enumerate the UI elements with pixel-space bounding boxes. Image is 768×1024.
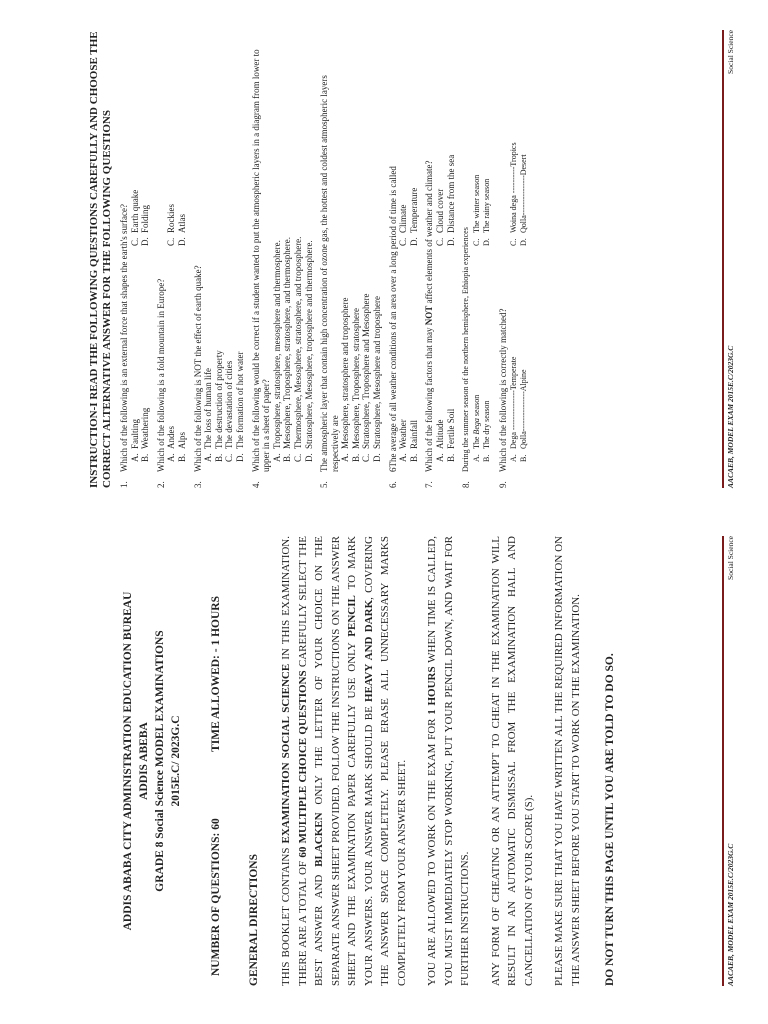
- option-c: C. Thermosphere, Mesosphere, stratosphere, and troposphere.: [292, 236, 303, 462]
- question-stem: Which of the following factors that may NOT affect elements of weather and climate?: [424, 160, 435, 472]
- option-d: D. Qolla---------------Desert: [519, 154, 529, 246]
- option-b: B. The dry season: [482, 400, 492, 462]
- question-stem: The atmospheric layer that contain high concentration of ozone gas, the hottest and coldest atmospheric layers respectively are: [319, 75, 340, 472]
- p1-kw-pencil: PENCIL: [346, 595, 358, 637]
- option-b: B. The destruction of property: [213, 350, 224, 462]
- exam-info-row: [210, 536, 222, 986]
- question-stem: Which of the following would be correct if a student wanted to put the atmospheric layers in a diagram from lower to upper in a sheet of paper?: [250, 49, 272, 472]
- p2-text-c: WHEN TIME IS CALLED, YOU MUST IMMEDIATELY STOP WORKING, PUT YOUR PENCIL DOWN, AND WAIT FOR FURTHER INSTRUCTIONS.: [426, 536, 471, 986]
- footer-subject: Social Science: [726, 30, 735, 74]
- p1-kw-examination: EXAMINATION: [280, 762, 292, 844]
- question-number: 8.: [461, 481, 472, 488]
- p1-kw-heavy-dark: HEAVY AND DARK: [362, 599, 375, 702]
- option-a: A. Faulting: [129, 418, 140, 462]
- cover-page: [0, 512, 768, 1024]
- option-b: B. Rainfall: [408, 420, 419, 462]
- number-of-questions: NUMBER OF QUESTIONS: 60: [210, 818, 222, 976]
- option-b: B. Weathering: [140, 407, 151, 462]
- question-number: 6.: [387, 481, 398, 488]
- option-c: C. Cloud cover: [435, 188, 446, 246]
- question-4: [251, 30, 315, 488]
- direction-paragraph-4: PLEASE MAKE SURE THAT YOU HAVE WRITTEN ALL THE REQUIRED INFORMATION ON THE ANSWER SHEET BEFORE YOU START TO WORK ON THE EXAMINATION.: [553, 536, 582, 986]
- option-a: A. Weather: [398, 419, 409, 462]
- p1-text-a: THIS BOOKLET CONTAINS: [280, 843, 292, 986]
- general-directions-heading: GENERAL DIRECTIONS: [248, 854, 260, 986]
- exam-year: 2015E.C/ 2023G.C: [170, 715, 182, 807]
- p1-text-f: CAREFULLY SELECT THE BEST ANSWER AND: [296, 536, 325, 986]
- direction-paragraph-1: [278, 536, 410, 986]
- footer-subject: Social Science: [726, 536, 735, 580]
- option-a: A. Mesosphere, stratosphere and troposphere: [340, 297, 351, 462]
- question-9: [498, 30, 530, 488]
- option-d: D. Distance from the sea: [445, 154, 456, 246]
- option-c: C. Woina dega ----------Tropics: [508, 142, 518, 246]
- p2-kw-hours: 1 HOURS: [426, 666, 438, 715]
- p1-text-d: IN THIS EXAMINATION. THERE ARE A TOTAL OF: [280, 536, 309, 986]
- cover-header: [120, 536, 184, 986]
- direction-paragraph-3: ANY FORM OF CHEATING OR AN ATTEMPT TO CHEAT IN THE EXAMINATION WILL RESULT IN AN AUTOMATIC DISMISSAL FROM THE EXAMINATION HALL AND CANCELLATION OF YOUR SCORE (S).: [489, 536, 535, 986]
- p2-text-a: YOU ARE ALLOWED TO WORK ON THE EXAM FOR: [426, 714, 438, 986]
- option-a: A. Andes: [166, 426, 177, 462]
- option-b: B. Alps: [176, 431, 187, 462]
- option-c: C. Climate: [398, 204, 409, 246]
- question-number: 9.: [498, 481, 508, 488]
- option-c: C. The devastation of cities: [224, 360, 235, 462]
- p1-text-j: TO MARK YOUR ANSWERS. YOUR ANSWER MARK SHOULD BE: [346, 536, 375, 986]
- option-a: A. Dega ---------------Temperate: [508, 356, 518, 462]
- direction-paragraph-2: [424, 536, 474, 986]
- footer-exam-label: AACAEB, MODEL EXAM 2015E.C/2023G.C: [726, 843, 735, 986]
- option-d: D. Folding: [140, 204, 151, 246]
- option-b: B. Qolla---------------Alpine: [519, 369, 529, 462]
- time-allowed: TIME ALLOWED: - 1 HOURS: [210, 596, 222, 752]
- option-d: D. Stratosphere, Mesosphere and troposphere: [372, 296, 383, 462]
- question-stem: 6The average of all weather conditions of an area over a long period of time is called: [387, 166, 398, 472]
- question-stem: Which of the following is correctly matched?: [498, 308, 508, 472]
- question-5: [319, 30, 383, 488]
- instruction-heading: INSTRUCTION-I READ THE FOLLOWING QUESTIONS CAREFULLY AND CHOOSE THE CORRECT ALTERNATIVE ANSWER FOR THE FOLLOWING QUESTIONS: [88, 31, 113, 488]
- city-name: ADDIS ABEBA: [138, 722, 150, 800]
- question-stem: Which of the following is an external force that shapes the earth's surface?: [119, 203, 129, 472]
- question-3: [193, 30, 246, 488]
- option-b: B. Fertile Soil: [445, 408, 456, 462]
- p1-kw-subject: SOCIAL SCIENCE: [280, 663, 292, 763]
- exam-title: GRADE 8 Social Science MODEL EXAMINATIONS: [154, 630, 166, 892]
- question-stem: During the summer season of the northern hemisphere, Ethiopia experiences: [461, 227, 471, 472]
- question-number: 3.: [192, 481, 203, 488]
- option-d: D. Atlas: [176, 214, 187, 246]
- option-c: C. Stratosphere, Troposphere and Mesosphere: [361, 293, 372, 462]
- p1-kw-blacken: BLACKEN: [313, 812, 325, 867]
- question-number: 7.: [424, 481, 435, 488]
- question-number: 1.: [119, 481, 129, 488]
- option-a: A. The loss of human life: [203, 368, 214, 462]
- p1-text-l: , COVERING THE ANSWER SPACE COMPLETELY. PLEASE ERASE ALL UNNECESSARY MARKS COMPLETELY FROM YOUR ANSWER SHEET.: [362, 536, 408, 986]
- question-stem: Which of the following is NOT the effect of earth quake?: [192, 265, 203, 472]
- option-c: C. Earth quake: [129, 189, 140, 246]
- option-b: B. Mesosphere, Troposphere, stratosphere, and thermosphere.: [282, 237, 293, 462]
- option-d: D. Temperature: [408, 187, 419, 246]
- question-6: [388, 30, 420, 488]
- option-a: A. Altitude: [435, 419, 446, 462]
- option-c: C. The winter season: [471, 174, 481, 246]
- option-a: A. Troposphere, stratosphere, mesosphere and thermosphere.: [271, 240, 282, 462]
- footer-exam-label: AACAEB, MODEL EXAM 2015E.C/2023G.C: [726, 345, 735, 488]
- option-a: A. The Bega season: [471, 394, 481, 462]
- questions-footer: [722, 30, 740, 488]
- p1-text-h: ONLY THE LETTER OF YOUR CHOICE ON THE SEPARATE ANSWER SHEET PROVIDED. FOLLOW THE INSTRUCTIONS ON THE ANSWER SHEET AND THE EXAMINATION PAPER CAREFULLY USE ONLY: [313, 536, 358, 986]
- option-d: D. Stratosphere, Mesosphere, troposphere and thermosphere.: [303, 240, 314, 462]
- option-b: B. Mesosphere, Troposphere, stratosphere: [350, 308, 361, 462]
- question-8: [461, 30, 493, 488]
- question-stem: Which of the following is a fold mountain in Europe?: [155, 278, 166, 472]
- option-c: C. Rockies: [166, 204, 177, 246]
- cover-footer: [722, 536, 740, 986]
- question-number: 5.: [319, 481, 330, 488]
- p1-kw-60mcq: 60 MULTIPLE CHOICE QUESTIONS: [296, 670, 309, 858]
- question-7: [424, 30, 456, 488]
- question-number: 2.: [155, 481, 166, 488]
- do-not-turn-notice: DO NOT TURN THIS PAGE UNTIL YOU ARE TOLD TO DO SO.: [604, 653, 616, 986]
- question-1: [119, 30, 151, 488]
- bureau-title: ADDIS ABABA CITY ADMINISTRATION EDUCATION BUREAU: [122, 591, 134, 931]
- option-d: D. The formation of hot water: [234, 351, 245, 462]
- option-d: D. The rainy season: [482, 178, 492, 246]
- question-number: 4.: [250, 481, 261, 488]
- question-2: [156, 30, 188, 488]
